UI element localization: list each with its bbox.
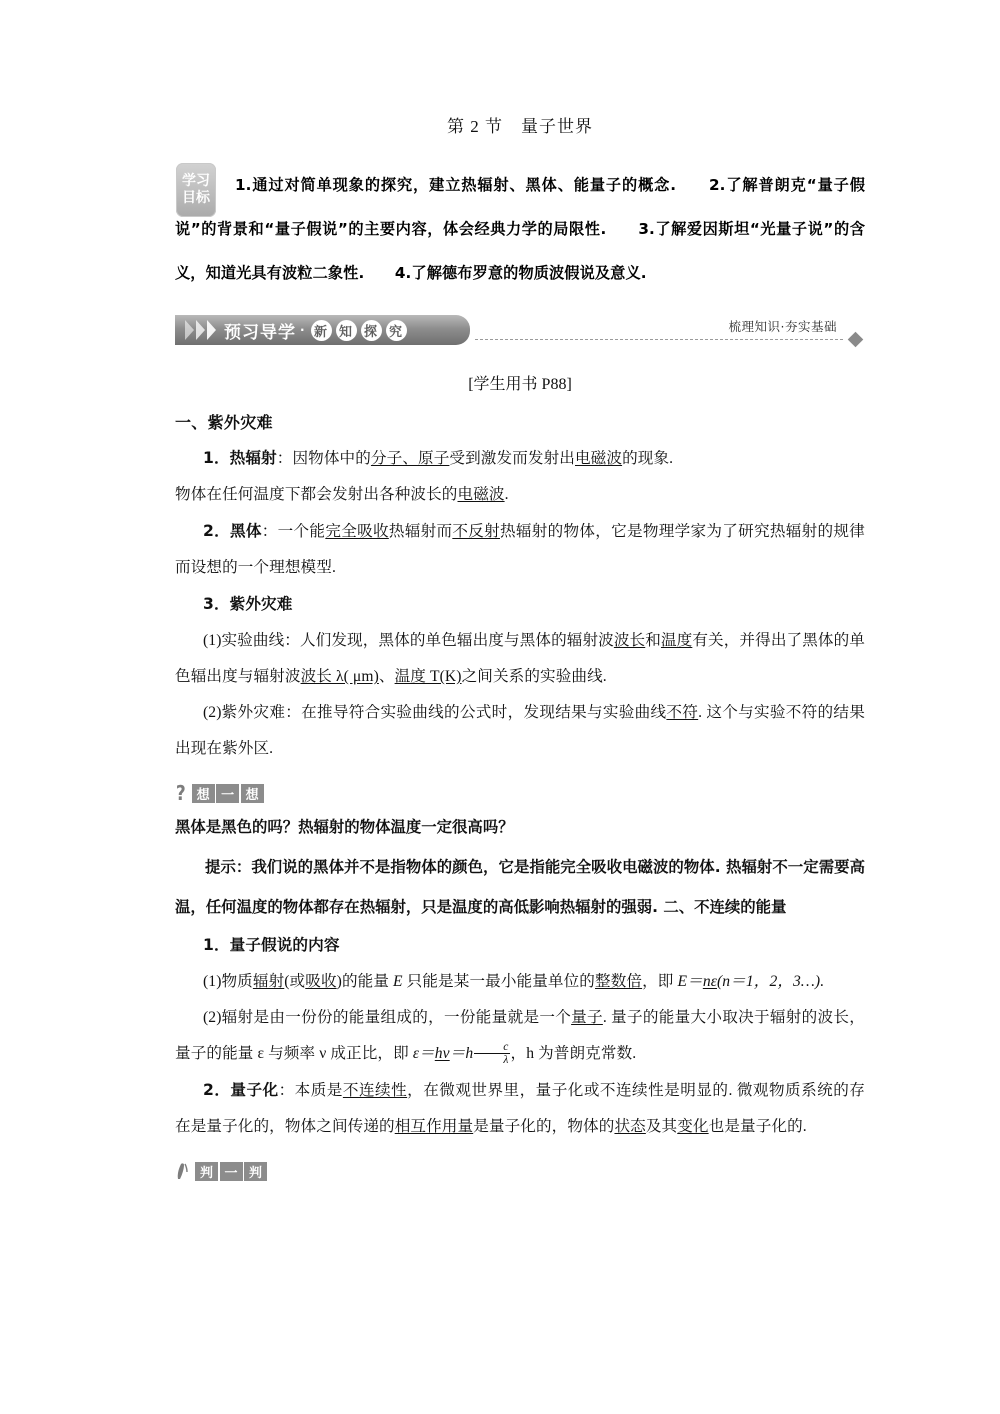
s2-item-2-blank-1: 不连续性 xyxy=(342,1082,408,1099)
brush-pen-icon xyxy=(175,1162,191,1180)
item-1b-blank: 电磁波 xyxy=(457,486,505,503)
think-answer: 提示：我们说的黑体并不是指物体的颜色，它是指能完全吸收电磁波的物体. 热辐射不一定需要高温，任何温度的物体都存在热辐射，只是温度的高低影响热辐射的强弱. 二、不连续的能量 xyxy=(175,858,865,916)
item-1b-tail: . xyxy=(504,486,509,503)
s2-item-2-number: 2． xyxy=(203,1081,231,1099)
s2-item-2-term: 量子化 xyxy=(230,1081,279,1099)
sub-1-blank-3: 波长 λ( μm) xyxy=(300,668,379,685)
s2-sub-1-blank-3: 整数倍 xyxy=(595,973,643,990)
s2-item-2-text-b: ，在微观世界里，量子化或不连续性是明显的. 微观物质系统的存在是量子化的，物体之间传递的 xyxy=(175,1082,865,1135)
banner-separator-dot: · xyxy=(300,323,306,337)
s2-sub-1-formula-lead: E＝ xyxy=(677,973,703,990)
banner-circle-2: 知 xyxy=(336,320,357,341)
item-2-text-c: 热辐射的物体，它是物理学家为了研究热辐射的规律而设想的一个理想模型. xyxy=(175,523,865,576)
item-2-blank-1: 完全吸收 xyxy=(325,523,389,540)
item-uv-catastrophe xyxy=(175,586,865,623)
s2-item-1-number: 1． xyxy=(203,936,230,954)
page-title: 第 2 节 量子世界 xyxy=(447,117,593,136)
item-3-number: 3． xyxy=(203,595,230,613)
sub-1-text-d: 、 xyxy=(378,668,395,685)
item-1-text-b: 受到激发而发射出 xyxy=(449,450,575,467)
s2-sub-1-label: (1) xyxy=(203,973,222,990)
sub-1-blank-1: 波长 xyxy=(613,632,646,649)
s2-sub-1-text-b: (或 xyxy=(284,973,306,990)
s2-sub-2-text-b: . 量子的能量大小取决于辐射的波长，量子的能量 ε 与频率 ν 成正比，即 xyxy=(175,1009,865,1062)
s2-sub-2-label: (2) xyxy=(203,1009,222,1026)
s2-item-2-text-e: 也是量子化的. xyxy=(708,1118,807,1135)
think-question: 黑体是黑色的吗？热辐射的物体温度一定很高吗？ xyxy=(175,818,514,836)
s2-sub-2-formula-equals: ＝ xyxy=(449,1045,466,1062)
subitem-energy-quantization xyxy=(175,964,865,1000)
think-tag xyxy=(175,781,865,805)
banner-dashed-rule xyxy=(475,339,843,340)
item-1-number: 1． xyxy=(203,449,230,467)
sub-1-blank-2: 温度 xyxy=(660,632,693,649)
item-2-text-a: 一个能 xyxy=(277,523,326,540)
item-1-text-c: 的现象. xyxy=(622,450,674,467)
item-quantization xyxy=(175,1072,865,1145)
sub-2-text-b: . 这个与实验不符的结果出现在紫外区. xyxy=(175,704,865,757)
banner-title xyxy=(224,318,408,343)
s2-sub-1-text-d: 只能是某一最小能量单位的 xyxy=(402,973,595,990)
think-box-1: 想 xyxy=(192,784,215,803)
section-banner xyxy=(175,315,865,349)
s2-item-1-term: 量子假说的内容 xyxy=(229,936,340,954)
page-content xyxy=(175,0,865,1185)
s2-item-2-blank-3: 状态 xyxy=(614,1118,646,1135)
question-mark-icon: ? xyxy=(175,781,186,805)
sub-2-label: (2)紫外灾难： xyxy=(203,704,302,721)
diamond-icon xyxy=(848,332,864,348)
s2-sub-1-blank-4: nε xyxy=(702,973,717,990)
think-box-3: 想 xyxy=(241,784,264,803)
item-2-term: 黑体 xyxy=(230,522,262,540)
banner-circle-1: 新 xyxy=(311,320,332,341)
banner-circle-3: 探 xyxy=(361,320,382,341)
item-1-blank-2: 电磁波 xyxy=(574,450,623,467)
fraction-denominator: λ xyxy=(503,1053,509,1066)
s2-sub-1-text-c: )的能量 xyxy=(336,973,394,990)
sub-1-text-a: 人们发现，黑体的单色辐出度与黑体的辐射波 xyxy=(299,632,614,649)
item-2-number: 2． xyxy=(203,522,231,540)
sub-1-text-b: 和 xyxy=(645,632,661,649)
s2-item-2-text-d: 及其 xyxy=(645,1118,678,1135)
sub-1-text-c: 有关，并得出了黑体的单色辐出度与辐射波 xyxy=(175,632,865,685)
s2-item-2-colon: ： xyxy=(278,1082,295,1099)
badge-line-2: 目标 xyxy=(182,190,210,206)
s2-sub-1-var-E: E xyxy=(393,973,403,990)
chevron-right-icon xyxy=(185,320,216,340)
fraction-numerator: c xyxy=(474,1041,509,1054)
sub-2-text-a: 在推导符合实验曲线的公式时，发现结果与实验曲线 xyxy=(301,704,667,721)
item-thermal-radiation xyxy=(175,440,865,477)
item-3-term: 紫外灾难 xyxy=(229,595,293,613)
s2-sub-2-text-c: ，h 为普朗克常数. xyxy=(510,1045,637,1062)
item-thermal-radiation-cont xyxy=(175,477,865,513)
sub-1-text-e: 之间关系的实验曲线. xyxy=(461,668,607,685)
item-2-blank-2: 不反射 xyxy=(452,523,500,540)
judge-tag xyxy=(175,1159,865,1183)
s2-item-2-text-a: 本质是 xyxy=(294,1082,343,1099)
subitem-experimental-curve xyxy=(175,623,865,695)
s2-sub-1-text-e: ，即 xyxy=(642,973,678,990)
s2-sub-1-blank-1: 辐射 xyxy=(252,973,285,990)
item-1-colon: ： xyxy=(276,450,293,467)
item-1-term: 热辐射 xyxy=(229,449,277,467)
s2-sub-2-formula-epsilon: ε＝ xyxy=(412,1045,435,1062)
s2-sub-2-blank-2: hν xyxy=(434,1045,450,1062)
s2-sub-2-formula-h: h xyxy=(465,1045,474,1062)
item-2-colon: ： xyxy=(261,523,278,540)
item-1b-text: 物体在任何温度下都会发射出各种波长的 xyxy=(175,486,458,503)
learning-objectives-block xyxy=(175,163,865,295)
banner-circle-4: 究 xyxy=(386,320,407,341)
banner-title-main: 预习导学 xyxy=(224,322,296,343)
s2-sub-2-text-a: 辐射是由一份份的能量组成的，一份能量就是一个 xyxy=(221,1009,572,1026)
sub-2-blank-1: 不符 xyxy=(666,704,699,721)
fraction-c-over-lambda xyxy=(474,1041,509,1066)
item-1-text-a: 因物体中的 xyxy=(292,450,371,467)
item-blackbody xyxy=(175,513,865,586)
badge-line-1: 学习 xyxy=(182,173,210,189)
subitem-uv-catastrophe xyxy=(175,695,865,767)
banner-bar xyxy=(175,315,470,345)
s2-item-2-blank-4: 变化 xyxy=(677,1118,709,1135)
s2-sub-1-text-a: 物质 xyxy=(221,973,253,990)
judge-box-3: 判 xyxy=(244,1162,267,1181)
learning-objectives-badge xyxy=(176,163,216,217)
item-2-text-b: 热辐射而 xyxy=(388,523,453,540)
judge-box-1: 判 xyxy=(195,1162,218,1181)
heading-section-one: 一、紫外灾难 xyxy=(175,413,273,432)
student-book-reference: [学生用书 P88] xyxy=(468,376,572,393)
subitem-quantum-energy xyxy=(175,1000,865,1072)
s2-item-2-blank-2: 相互作用量 xyxy=(394,1118,474,1135)
item-1-blank-1: 分子、原子 xyxy=(370,450,450,467)
item-quantum-hypothesis xyxy=(175,927,865,964)
sub-1-label: (1)实验曲线： xyxy=(203,632,300,649)
s2-sub-2-blank-1: 量子 xyxy=(571,1009,603,1026)
s2-item-2-text-c: 是量子化的，物体的 xyxy=(473,1118,615,1135)
s2-sub-1-blank-2: 吸收 xyxy=(305,973,337,990)
s2-sub-1-formula-tail: (n＝1，2，3…). xyxy=(716,973,825,990)
judge-box-2: 一 xyxy=(220,1162,243,1181)
think-box-2: 一 xyxy=(216,784,239,803)
banner-subtitle: 梳理知识·夯实基础 xyxy=(728,319,837,334)
sub-1-blank-4: 温度 T(K) xyxy=(394,668,462,685)
learning-objectives-text: 1.通过对简单现象的探究，建立热辐射、黑体、能量子的概念. 2.了解普朗克“量子假说”的背景和“量子假说”的主要内容，体会经典力学的局限性. 3.了解爱因斯坦“光量子说”的含义，知道光具有波粒二象性. 4.了解德布罗意的物质波假说及意义. xyxy=(175,176,865,282)
